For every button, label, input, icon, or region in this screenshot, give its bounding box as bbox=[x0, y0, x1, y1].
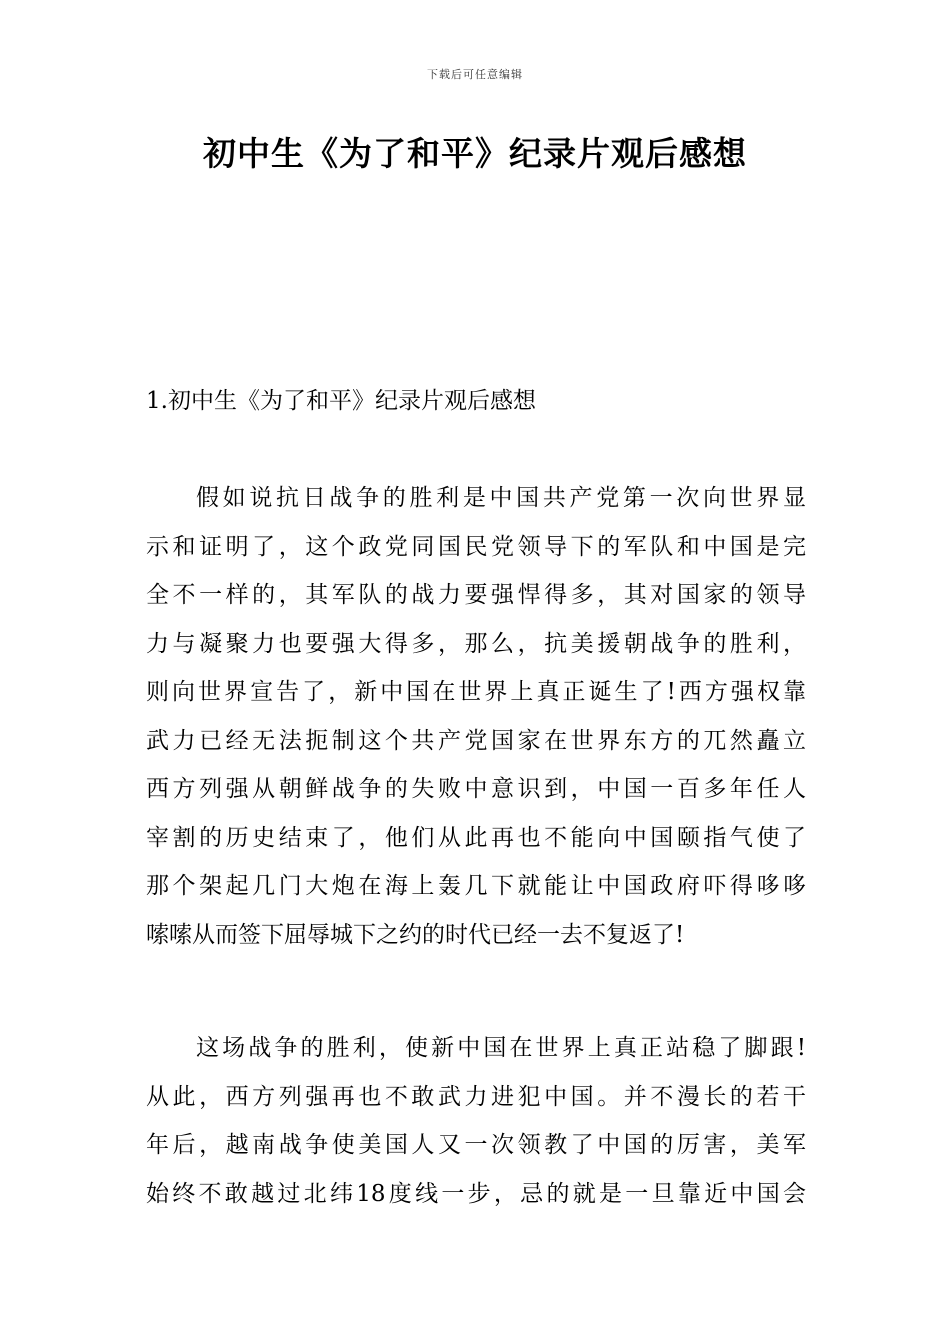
section-heading: 1.初中生《为了和平》纪录片观后感想 bbox=[146, 388, 536, 414]
paragraph-line: 从此，西方列强再也不敢武力进犯中国。并不漫长的若干 bbox=[146, 1083, 806, 1110]
paragraph-line: 年后，越南战争使美国人又一次领教了中国的厉害，美军 bbox=[146, 1132, 806, 1158]
paragraph-line: 则向世界宣告了，新中国在世界上真正诞生了!西方强权靠 bbox=[146, 679, 806, 705]
paragraph-line: 全不一样的，其军队的战力要强悍得多，其对国家的领导 bbox=[146, 582, 806, 608]
paragraph-line: 武力已经无法扼制这个共产党国家在世界东方的兀然矗立 bbox=[146, 727, 806, 754]
document-title: 初中生《为了和平》纪录片观后感想 bbox=[203, 134, 747, 173]
paragraph-line: 西方列强从朝鲜战争的失败中意识到，中国一百多年任人 bbox=[146, 776, 806, 802]
paragraph-line: 力与凝聚力也要强大得多，那么，抗美援朝战争的胜利， bbox=[146, 630, 806, 657]
paragraph-line: 始终不敢越过北纬18度线一步，忌的就是一旦靠近中国会 bbox=[146, 1180, 806, 1207]
paragraph-line: 嗦嗦从而签下屈辱城下之约的时代已经一去不复返了! bbox=[146, 921, 685, 948]
paragraph-1 bbox=[146, 474, 806, 959]
paragraph-line: 那个架起几门大炮在海上轰几下就能让中国政府吓得哆哆 bbox=[146, 873, 806, 899]
paragraph-line: 示和证明了，这个政党同国民党领导下的军队和中国是完 bbox=[146, 533, 806, 560]
header-note: 下载后可任意编辑 bbox=[427, 68, 523, 81]
paragraph-line: 假如说抗日战争的胜利是中国共产党第一次向世界显 bbox=[196, 485, 806, 511]
paragraph-line: 宰割的历史结束了，他们从此再也不能向中国颐指气使了 bbox=[146, 824, 806, 851]
paragraph-2 bbox=[146, 1024, 806, 1218]
paragraph-line: 这场战争的胜利，使新中国在世界上真正站稳了脚跟! bbox=[196, 1035, 806, 1061]
